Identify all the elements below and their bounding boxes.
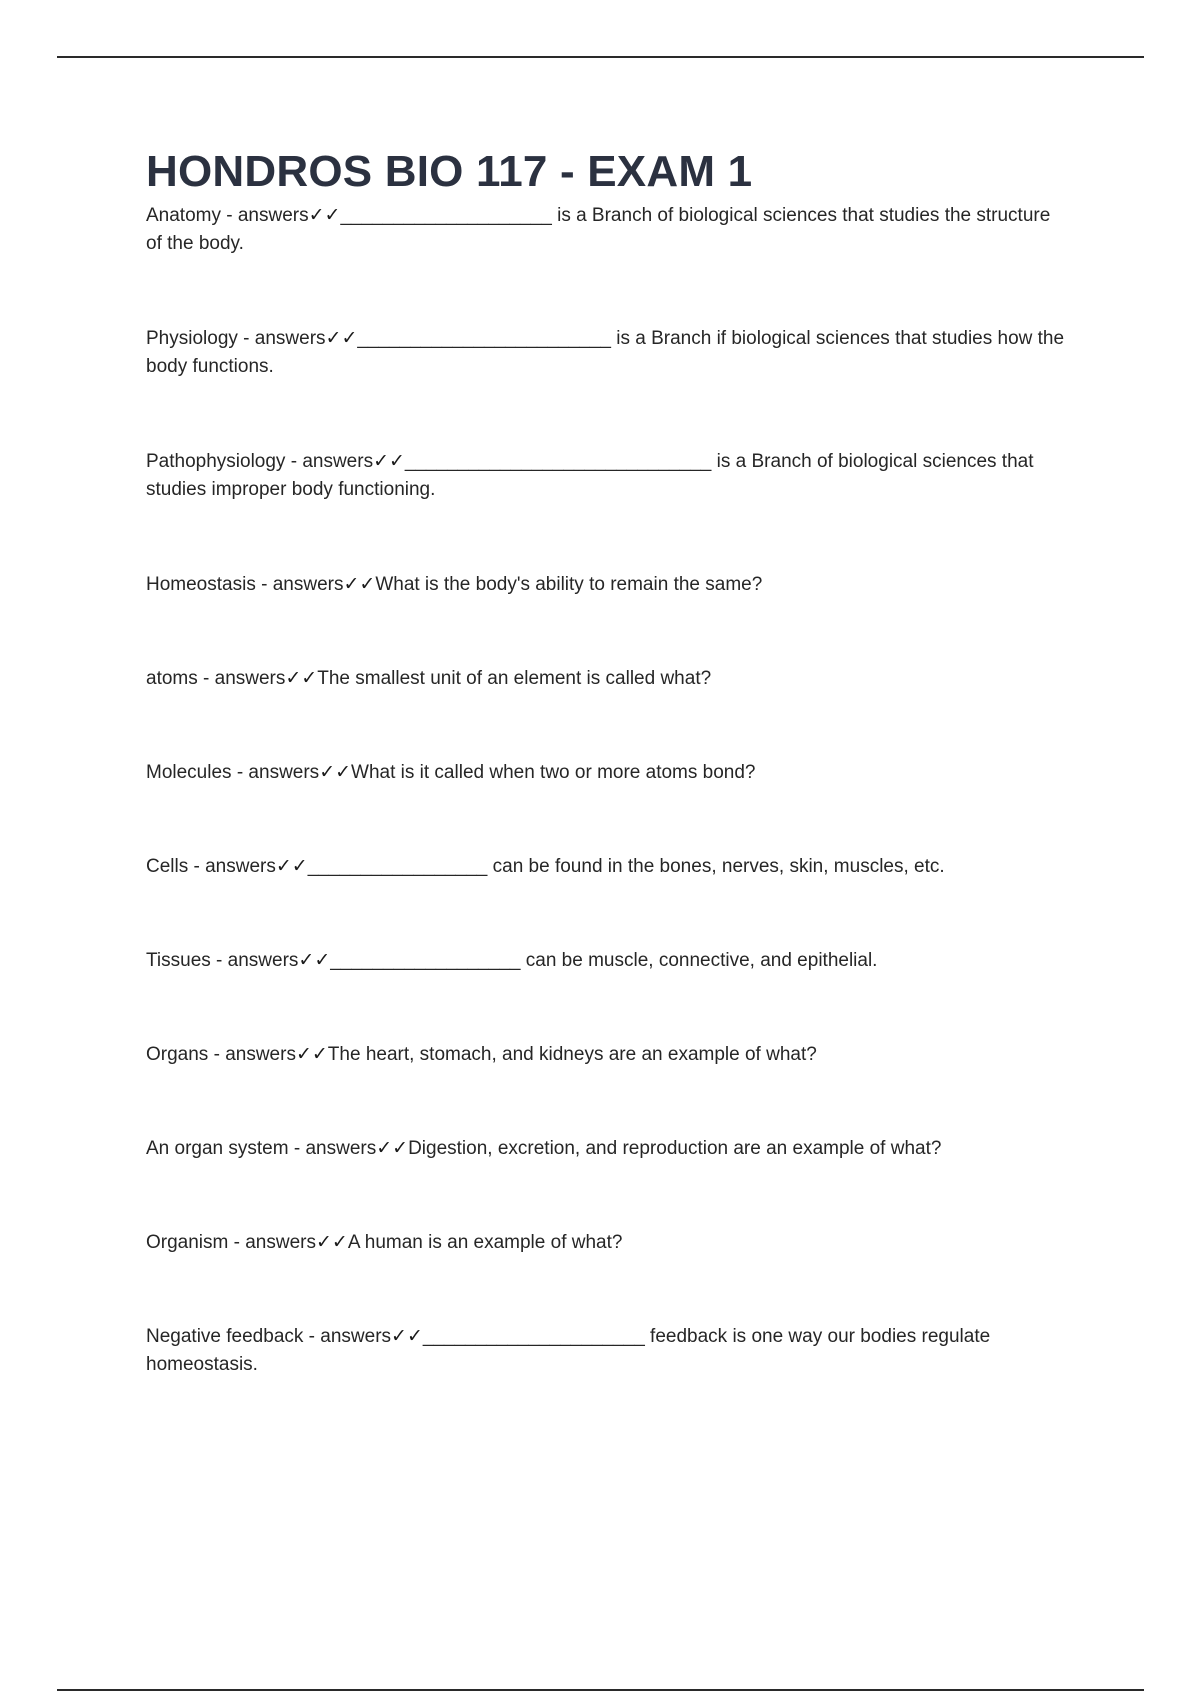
bottom-divider xyxy=(57,1689,1144,1691)
document-body xyxy=(146,146,1070,1446)
checkmark-icon: ✓✓ xyxy=(319,762,352,783)
qa-blank: ________________________ xyxy=(357,328,611,349)
checkmark-icon: ✓✓ xyxy=(343,574,376,595)
qa-separator: - answers xyxy=(255,574,344,595)
qa-item-organs xyxy=(146,1041,1066,1069)
qa-question: is a Branch of biological sciences that studies improper body functioning. xyxy=(146,451,1039,500)
qa-item-homeostasis xyxy=(146,571,1066,599)
qa-question: is a Branch if biological sciences that studies how the body functions. xyxy=(146,328,1070,377)
qa-blank: _____________________________ xyxy=(404,451,712,472)
qa-question: feedback is one way our bodies regulate homeostasis. xyxy=(146,1326,996,1375)
checkmark-icon: ✓✓ xyxy=(373,451,405,472)
qa-list xyxy=(146,202,1070,1379)
qa-item-pathophysiology xyxy=(146,448,1066,504)
checkmark-icon: ✓✓ xyxy=(376,1138,409,1159)
qa-question: What is it called when two or more atoms bond? xyxy=(351,762,756,783)
qa-term: Organism xyxy=(146,1232,229,1253)
qa-separator: - answers xyxy=(288,1138,377,1159)
checkmark-icon: ✓✓ xyxy=(298,950,331,971)
qa-separator: - answers xyxy=(220,205,309,226)
qa-item-cells xyxy=(146,853,1066,881)
qa-term: An organ system xyxy=(146,1138,289,1159)
checkmark-icon: ✓✓ xyxy=(295,1044,328,1065)
qa-separator: - answers xyxy=(303,1326,392,1347)
qa-question: The smallest unit of an element is called what? xyxy=(317,668,712,689)
qa-term: atoms xyxy=(146,668,198,689)
qa-item-organism xyxy=(146,1229,1066,1257)
qa-separator: - answers xyxy=(208,1044,296,1065)
qa-blank: __________________ xyxy=(330,950,521,971)
qa-blank: _____________________ xyxy=(422,1326,645,1347)
qa-item-anatomy xyxy=(146,202,1066,258)
qa-separator: - answers xyxy=(231,762,320,783)
qa-term: Molecules xyxy=(146,762,232,783)
qa-question: The heart, stomach, and kidneys are an example of what? xyxy=(327,1044,817,1065)
qa-question: is a Branch of biological sciences that studies the structure of the body. xyxy=(146,205,1056,254)
checkmark-icon: ✓✓ xyxy=(316,1232,348,1253)
qa-blank: _________________ xyxy=(307,856,488,877)
qa-question: Digestion, excretion, and reproduction are an example of what? xyxy=(408,1138,942,1159)
checkmark-icon: ✓✓ xyxy=(308,205,341,226)
qa-question: A human is an example of what? xyxy=(347,1232,623,1253)
document-title: HONDROS BIO 117 - EXAM 1 xyxy=(146,147,753,196)
checkmark-icon: ✓✓ xyxy=(325,328,358,349)
qa-item-negative-feedback xyxy=(146,1323,1066,1379)
qa-term: Tissues xyxy=(146,950,211,971)
qa-term: Anatomy xyxy=(146,205,221,226)
qa-item-atoms xyxy=(146,665,1066,693)
checkmark-icon: ✓✓ xyxy=(285,668,318,689)
qa-separator: - answers xyxy=(188,856,276,877)
qa-separator: - answers xyxy=(228,1232,316,1253)
qa-item-organ-system xyxy=(146,1135,1066,1163)
qa-question: can be muscle, connective, and epithelial. xyxy=(520,950,878,971)
qa-blank: ____________________ xyxy=(340,205,552,226)
qa-item-molecules xyxy=(146,759,1066,787)
qa-term: Pathophysiology xyxy=(146,451,286,472)
qa-separator: - answers xyxy=(210,950,299,971)
qa-term: Physiology xyxy=(146,328,238,349)
qa-separator: - answers xyxy=(197,668,286,689)
qa-term: Homeostasis xyxy=(146,574,256,595)
qa-term: Cells xyxy=(146,856,189,877)
qa-item-physiology xyxy=(146,325,1070,381)
top-divider xyxy=(57,56,1144,58)
qa-separator: - answers xyxy=(237,328,326,349)
qa-question: can be found in the bones, nerves, skin, muscles, etc. xyxy=(487,856,945,877)
qa-item-tissues xyxy=(146,947,1066,975)
qa-term: Negative feedback xyxy=(146,1326,304,1347)
qa-question: What is the body's ability to remain the same? xyxy=(375,574,763,595)
qa-term: Organs xyxy=(146,1044,209,1065)
checkmark-icon: ✓✓ xyxy=(391,1326,423,1347)
checkmark-icon: ✓✓ xyxy=(275,856,308,877)
qa-separator: - answers xyxy=(285,451,374,472)
